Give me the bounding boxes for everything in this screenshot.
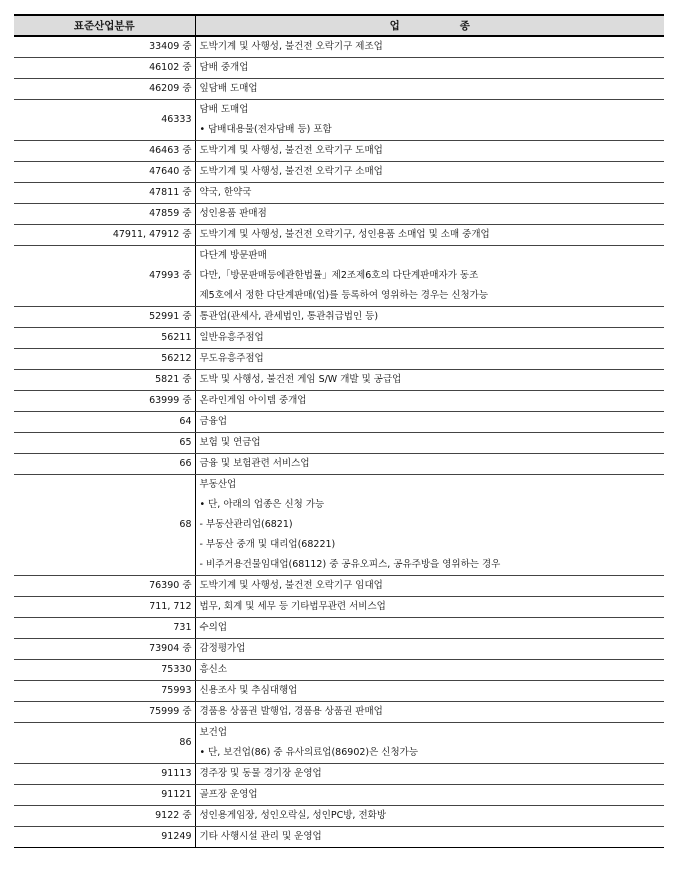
industry-description-cell xyxy=(195,349,664,370)
table-row xyxy=(14,58,664,79)
industry-description-line: • 단, 보건업(86) 중 유사의료업(86902)은 신청가능 xyxy=(199,747,419,758)
industry-code-cell: 66 xyxy=(14,454,195,475)
industry-description-line: 도박기계 및 사행성, 불건전 오락기구 제조업 xyxy=(199,41,383,52)
restricted-industry-table-document xyxy=(14,14,664,848)
industry-description-line: 일반유흥주점업 xyxy=(199,332,264,343)
industry-description-cell xyxy=(195,618,664,639)
industry-code-cell: 64 xyxy=(14,412,195,433)
table-row xyxy=(14,349,664,370)
table-row xyxy=(14,702,664,723)
table-row xyxy=(14,412,664,433)
industry-description-cell xyxy=(195,141,664,162)
industry-code-cell: 86 xyxy=(14,723,195,764)
industry-description-line: 금융업 xyxy=(199,416,228,427)
industry-description-cell xyxy=(195,723,664,764)
industry-description-line: 보험 및 연금업 xyxy=(199,437,261,448)
table-row xyxy=(14,723,664,764)
table-row xyxy=(14,681,664,702)
table-row xyxy=(14,100,664,141)
industry-description-line: 법무, 회계 및 세무 등 기타법무관련 서비스업 xyxy=(199,601,386,612)
industry-description-cell xyxy=(195,639,664,660)
industry-description-line: 다단계 방문판매 xyxy=(199,250,267,261)
industry-description-line: • 단, 아래의 업종은 신청 가능 xyxy=(199,499,325,510)
industry-description-line: 금융 및 보험관련 서비스업 xyxy=(199,458,310,469)
industry-description-line: 도박기계 및 사행성, 불건전 오락기구, 성인용품 소매업 및 소매 중개업 xyxy=(199,229,490,240)
industry-code-cell: 47911, 47912 중 xyxy=(14,225,195,246)
industry-description-line: 흥신소 xyxy=(199,664,228,675)
industry-description-cell xyxy=(195,307,664,328)
table-row xyxy=(14,162,664,183)
industry-description-cell xyxy=(195,58,664,79)
table-row xyxy=(14,433,664,454)
table-row xyxy=(14,576,664,597)
industry-description-line: 부동산업 xyxy=(199,479,237,490)
table-header-row xyxy=(14,15,664,36)
industry-description-line: 담배 도매업 xyxy=(199,104,249,115)
industry-description-cell xyxy=(195,681,664,702)
industry-code-cell: 56212 xyxy=(14,349,195,370)
industry-code-cell: 46333 xyxy=(14,100,195,141)
industry-description-line: 경품용 상품권 발행업, 경품용 상품권 판매업 xyxy=(199,706,383,717)
industry-description-line: 통관업(관세사, 관세법인, 통관취급법인 등) xyxy=(199,311,379,322)
table-row xyxy=(14,639,664,660)
industry-description-line: 무도유흥주점업 xyxy=(199,353,264,364)
industry-description-cell xyxy=(195,246,664,307)
industry-description-line: • 담배대용물(전자담배 등) 포함 xyxy=(199,124,332,135)
industry-description-cell xyxy=(195,764,664,785)
industry-code-cell: 91249 xyxy=(14,827,195,848)
industry-code-cell: 75330 xyxy=(14,660,195,681)
industry-description-line: 성인용게임장, 성인오락실, 성인PC방, 전화방 xyxy=(199,810,386,821)
industry-description-line: 잎담배 도매업 xyxy=(199,83,258,94)
industry-description-line: - 비주거용건물임대업(68112) 중 공유오피스, 공유주방을 영위하는 경우 xyxy=(199,559,501,570)
industry-code-cell: 47811 중 xyxy=(14,183,195,204)
table-row xyxy=(14,475,664,576)
table-row xyxy=(14,597,664,618)
industry-code-cell: 46102 중 xyxy=(14,58,195,79)
industry-description-cell xyxy=(195,827,664,848)
industry-description-cell xyxy=(195,100,664,141)
table-row xyxy=(14,391,664,412)
industry-description-line: 경주장 및 동물 경기장 운영업 xyxy=(199,768,322,779)
industry-code-cell: 91113 xyxy=(14,764,195,785)
industry-description-cell xyxy=(195,36,664,58)
industry-description-cell xyxy=(195,328,664,349)
industry-code-cell: 76390 중 xyxy=(14,576,195,597)
industry-description-cell xyxy=(195,225,664,246)
industry-code-cell: 91121 xyxy=(14,785,195,806)
industry-code-cell: 63999 중 xyxy=(14,391,195,412)
header-industry-label: 업종 xyxy=(389,20,530,32)
table-row xyxy=(14,764,664,785)
industry-description-line: - 부동산 중개 및 대리업(68221) xyxy=(199,539,336,550)
industry-description-line: 도박기계 및 사행성, 불건전 오락기구 임대업 xyxy=(199,580,383,591)
industry-code-cell: 75999 중 xyxy=(14,702,195,723)
industry-description-cell xyxy=(195,204,664,225)
industry-code-cell: 5821 중 xyxy=(14,370,195,391)
table-row xyxy=(14,660,664,681)
table-row xyxy=(14,36,664,58)
industry-description-line: - 부동산관리업(6821) xyxy=(199,519,293,530)
industry-description-line: 골프장 운영업 xyxy=(199,789,258,800)
industry-description-line: 도박기계 및 사행성, 불건전 오락기구 소매업 xyxy=(199,166,383,177)
industry-description-cell xyxy=(195,454,664,475)
industry-classification-table xyxy=(14,14,664,848)
industry-code-cell: 46209 중 xyxy=(14,79,195,100)
table-row xyxy=(14,246,664,307)
table-row xyxy=(14,225,664,246)
industry-description-line: 성인용품 판매점 xyxy=(199,208,267,219)
table-row xyxy=(14,370,664,391)
industry-description-line: 다만,「방문판매등에관한법률」제2조제6호의 다단계판매자가 동조 xyxy=(199,270,479,281)
industry-code-cell: 711, 712 xyxy=(14,597,195,618)
industry-description-line: 보건업 xyxy=(199,727,228,738)
industry-description-line: 담배 중개업 xyxy=(199,62,249,73)
industry-description-cell xyxy=(195,433,664,454)
industry-description-cell xyxy=(195,370,664,391)
industry-description-cell xyxy=(195,162,664,183)
industry-code-cell: 9122 중 xyxy=(14,806,195,827)
header-industry xyxy=(195,15,664,36)
industry-description-line: 온라인게임 아이템 중개업 xyxy=(199,395,307,406)
industry-description-line: 도박 및 사행성, 불건전 게임 S/W 개발 및 공급업 xyxy=(199,374,402,385)
industry-description-cell xyxy=(195,702,664,723)
industry-description-cell xyxy=(195,475,664,576)
industry-code-cell: 73904 중 xyxy=(14,639,195,660)
industry-code-cell: 46463 중 xyxy=(14,141,195,162)
table-row xyxy=(14,618,664,639)
industry-description-cell xyxy=(195,576,664,597)
industry-description-cell xyxy=(195,79,664,100)
industry-description-line: 기타 사행시설 관리 및 운영업 xyxy=(199,831,322,842)
industry-code-cell: 75993 xyxy=(14,681,195,702)
industry-description-cell xyxy=(195,806,664,827)
industry-code-cell: 731 xyxy=(14,618,195,639)
industry-code-cell: 47993 중 xyxy=(14,246,195,307)
industry-description-cell xyxy=(195,183,664,204)
table-row xyxy=(14,328,664,349)
industry-description-line: 약국, 한약국 xyxy=(199,187,252,198)
industry-code-cell: 65 xyxy=(14,433,195,454)
industry-code-cell: 68 xyxy=(14,475,195,576)
industry-description-line: 감정평가업 xyxy=(199,643,246,654)
table-row xyxy=(14,79,664,100)
industry-code-cell: 47859 중 xyxy=(14,204,195,225)
industry-description-cell xyxy=(195,785,664,806)
table-row xyxy=(14,183,664,204)
industry-code-cell: 33409 중 xyxy=(14,36,195,58)
table-row xyxy=(14,827,664,848)
industry-code-cell: 47640 중 xyxy=(14,162,195,183)
industry-description-line: 도박기계 및 사행성, 불건전 오락기구 도매업 xyxy=(199,145,383,156)
header-code: 표준산업분류 xyxy=(14,15,195,36)
table-row xyxy=(14,141,664,162)
industry-description-cell xyxy=(195,597,664,618)
industry-description-cell xyxy=(195,391,664,412)
table-row xyxy=(14,307,664,328)
industry-description-line: 수의업 xyxy=(199,622,228,633)
industry-description-line: 제5호에서 정한 다단계판매(업)를 등록하여 영위하는 경우는 신청가능 xyxy=(199,290,489,301)
table-row xyxy=(14,454,664,475)
industry-code-cell: 56211 xyxy=(14,328,195,349)
industry-description-cell xyxy=(195,660,664,681)
table-body xyxy=(14,36,664,848)
table-row xyxy=(14,806,664,827)
table-row xyxy=(14,785,664,806)
industry-description-cell xyxy=(195,412,664,433)
table-row xyxy=(14,204,664,225)
industry-description-line: 신용조사 및 추심대행업 xyxy=(199,685,298,696)
industry-code-cell: 52991 중 xyxy=(14,307,195,328)
